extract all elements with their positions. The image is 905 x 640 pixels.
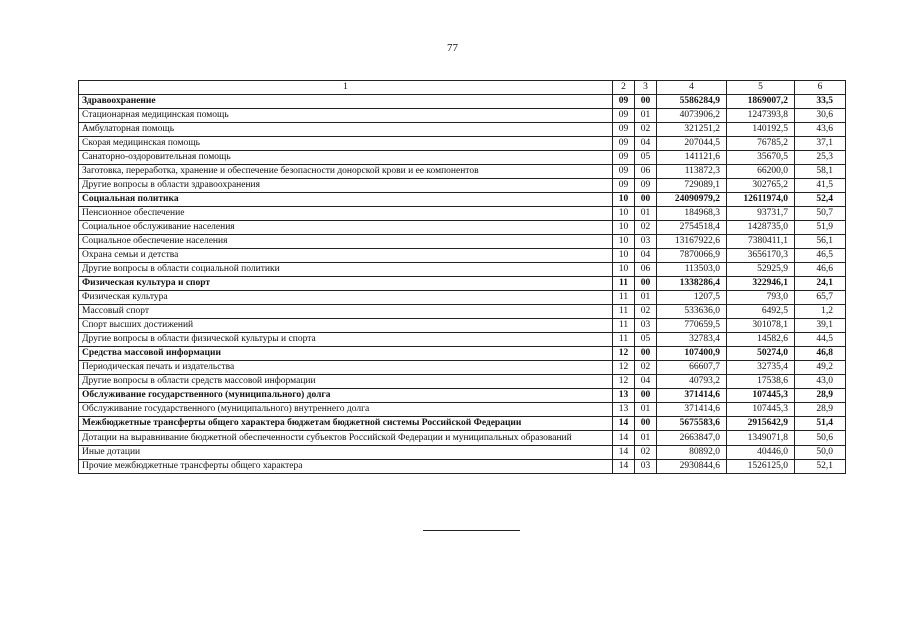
table-row [79, 389, 846, 403]
row-section-code: 09 [613, 179, 635, 193]
row-percent-value: 24,1 [795, 277, 846, 291]
row-section-code: 14 [613, 417, 635, 431]
row-section-code: 09 [613, 151, 635, 165]
row-name: Обслуживание государственного (муниципального) внутреннего долга [79, 403, 613, 417]
table-row [79, 207, 846, 221]
row-planned-value: 371414,6 [657, 389, 727, 403]
row-executed-value: 50274,0 [727, 347, 795, 361]
row-executed-value: 107445,3 [727, 389, 795, 403]
table-row [79, 165, 846, 179]
table-row [79, 333, 846, 347]
row-subsection-code: 06 [635, 263, 657, 277]
table-row [79, 277, 846, 291]
row-executed-value: 52925,9 [727, 263, 795, 277]
row-subsection-code: 06 [635, 165, 657, 179]
row-percent-value: 1,2 [795, 305, 846, 319]
row-name: Межбюджетные трансферты общего характера бюджетам бюджетной системы Российской Федерации [79, 417, 613, 431]
budget-table [78, 80, 846, 474]
row-executed-value: 322946,1 [727, 277, 795, 291]
row-executed-value: 76785,2 [727, 137, 795, 151]
row-section-code: 09 [613, 137, 635, 151]
row-executed-value: 3656170,3 [727, 249, 795, 263]
table-row [79, 431, 846, 446]
row-percent-value: 30,6 [795, 109, 846, 123]
row-percent-value: 28,9 [795, 403, 846, 417]
row-percent-value: 46,6 [795, 263, 846, 277]
row-executed-value: 1869007,2 [727, 95, 795, 109]
row-planned-value: 2930844,6 [657, 460, 727, 474]
row-subsection-code: 02 [635, 221, 657, 235]
table-row [79, 375, 846, 389]
row-subsection-code: 01 [635, 207, 657, 221]
row-executed-value: 2915642,9 [727, 417, 795, 431]
row-section-code: 12 [613, 361, 635, 375]
page-number: 77 [447, 42, 458, 54]
row-planned-value: 1338286,4 [657, 277, 727, 291]
row-section-code: 14 [613, 460, 635, 474]
row-subsection-code: 04 [635, 137, 657, 151]
row-section-code: 13 [613, 403, 635, 417]
row-section-code: 09 [613, 165, 635, 179]
row-executed-value: 1526125,0 [727, 460, 795, 474]
row-executed-value: 1349071,8 [727, 431, 795, 446]
row-name: Стационарная медицинская помощь [79, 109, 613, 123]
row-subsection-code: 00 [635, 277, 657, 291]
row-name: Другие вопросы в области здравоохранения [79, 179, 613, 193]
row-name: Скорая медицинская помощь [79, 137, 613, 151]
row-planned-value: 80892,0 [657, 446, 727, 460]
row-percent-value: 33,5 [795, 95, 846, 109]
row-executed-value: 40446,0 [727, 446, 795, 460]
row-subsection-code: 01 [635, 431, 657, 446]
table-row [79, 235, 846, 249]
row-executed-value: 1247393,8 [727, 109, 795, 123]
row-executed-value: 6492,5 [727, 305, 795, 319]
row-planned-value: 7870066,9 [657, 249, 727, 263]
row-section-code: 11 [613, 319, 635, 333]
row-executed-value: 793,0 [727, 291, 795, 305]
row-planned-value: 371414,6 [657, 403, 727, 417]
table-row [79, 291, 846, 305]
row-percent-value: 52,1 [795, 460, 846, 474]
row-section-code: 10 [613, 207, 635, 221]
row-section-code: 11 [613, 277, 635, 291]
row-subsection-code: 00 [635, 95, 657, 109]
row-percent-value: 46,8 [795, 347, 846, 361]
row-name: Спорт высших достижений [79, 319, 613, 333]
row-planned-value: 113872,3 [657, 165, 727, 179]
row-subsection-code: 01 [635, 291, 657, 305]
table-row [79, 263, 846, 277]
row-planned-value: 533636,0 [657, 305, 727, 319]
row-percent-value: 49,2 [795, 361, 846, 375]
row-planned-value: 32783,4 [657, 333, 727, 347]
table-row [79, 446, 846, 460]
row-section-code: 12 [613, 347, 635, 361]
row-executed-value: 107445,3 [727, 403, 795, 417]
row-section-code: 11 [613, 333, 635, 347]
table-row [79, 95, 846, 109]
header-col-5: 5 [727, 81, 795, 95]
table-row [79, 137, 846, 151]
row-percent-value: 51,4 [795, 417, 846, 431]
row-percent-value: 39,1 [795, 319, 846, 333]
table-row [79, 319, 846, 333]
row-executed-value: 140192,5 [727, 123, 795, 137]
row-subsection-code: 00 [635, 347, 657, 361]
row-name: Социальная политика [79, 193, 613, 207]
row-percent-value: 50,7 [795, 207, 846, 221]
row-name: Здравоохранение [79, 95, 613, 109]
row-percent-value: 41,5 [795, 179, 846, 193]
row-executed-value: 17538,6 [727, 375, 795, 389]
row-subsection-code: 03 [635, 235, 657, 249]
row-planned-value: 2663847,0 [657, 431, 727, 446]
row-name: Физическая культура и спорт [79, 277, 613, 291]
header-col-4: 4 [657, 81, 727, 95]
row-executed-value: 1428735,0 [727, 221, 795, 235]
row-subsection-code: 03 [635, 460, 657, 474]
header-row [79, 81, 846, 95]
table-row [79, 249, 846, 263]
table-row [79, 109, 846, 123]
row-planned-value: 141121,6 [657, 151, 727, 165]
table-row [79, 193, 846, 207]
table-row [79, 123, 846, 137]
row-section-code: 11 [613, 291, 635, 305]
row-name: Санаторно-оздоровительная помощь [79, 151, 613, 165]
row-subsection-code: 03 [635, 319, 657, 333]
row-executed-value: 301078,1 [727, 319, 795, 333]
row-planned-value: 5586284,9 [657, 95, 727, 109]
row-executed-value: 93731,7 [727, 207, 795, 221]
table-row [79, 151, 846, 165]
table-row [79, 347, 846, 361]
row-section-code: 09 [613, 109, 635, 123]
row-section-code: 10 [613, 221, 635, 235]
row-subsection-code: 02 [635, 446, 657, 460]
row-planned-value: 24090979,2 [657, 193, 727, 207]
row-name: Другие вопросы в области социальной политики [79, 263, 613, 277]
row-planned-value: 2754518,4 [657, 221, 727, 235]
row-name: Амбулаторная помощь [79, 123, 613, 137]
header-col-6: 6 [795, 81, 846, 95]
table-row [79, 417, 846, 431]
row-subsection-code: 04 [635, 249, 657, 263]
row-percent-value: 43,6 [795, 123, 846, 137]
header-col-1: 1 [79, 81, 613, 95]
row-percent-value: 43,0 [795, 375, 846, 389]
row-percent-value: 51,9 [795, 221, 846, 235]
row-executed-value: 302765,2 [727, 179, 795, 193]
row-name: Охрана семьи и детства [79, 249, 613, 263]
row-name: Другие вопросы в области физической культуры и спорта [79, 333, 613, 347]
row-section-code: 14 [613, 431, 635, 446]
row-subsection-code: 02 [635, 123, 657, 137]
row-name: Другие вопросы в области средств массовой информации [79, 375, 613, 389]
row-planned-value: 113503,0 [657, 263, 727, 277]
table-row [79, 460, 846, 474]
row-section-code: 10 [613, 193, 635, 207]
row-subsection-code: 01 [635, 403, 657, 417]
row-subsection-code: 05 [635, 151, 657, 165]
row-section-code: 09 [613, 123, 635, 137]
row-subsection-code: 05 [635, 333, 657, 347]
row-name: Обслуживание государственного (муниципального) долга [79, 389, 613, 403]
row-name: Физическая культура [79, 291, 613, 305]
table-row [79, 221, 846, 235]
row-section-code: 14 [613, 446, 635, 460]
row-planned-value: 4073906,2 [657, 109, 727, 123]
row-name: Массовый спорт [79, 305, 613, 319]
row-section-code: 10 [613, 235, 635, 249]
row-name: Пенсионное обеспечение [79, 207, 613, 221]
row-planned-value: 13167922,6 [657, 235, 727, 249]
row-name: Социальное обслуживание населения [79, 221, 613, 235]
row-planned-value: 5675583,6 [657, 417, 727, 431]
row-section-code: 13 [613, 389, 635, 403]
row-name: Дотации на выравнивание бюджетной обеспеченности субъектов Российской Федерации и муниципальных образований [79, 431, 613, 446]
row-planned-value: 729089,1 [657, 179, 727, 193]
row-subsection-code: 04 [635, 375, 657, 389]
header-col-3: 3 [635, 81, 657, 95]
row-subsection-code: 02 [635, 361, 657, 375]
row-executed-value: 32735,4 [727, 361, 795, 375]
row-percent-value: 56,1 [795, 235, 846, 249]
row-section-code: 10 [613, 263, 635, 277]
row-percent-value: 52,4 [795, 193, 846, 207]
row-subsection-code: 00 [635, 417, 657, 431]
row-percent-value: 25,3 [795, 151, 846, 165]
row-percent-value: 65,7 [795, 291, 846, 305]
row-planned-value: 66607,7 [657, 361, 727, 375]
row-executed-value: 66200,0 [727, 165, 795, 179]
row-name: Социальное обеспечение населения [79, 235, 613, 249]
table-row [79, 361, 846, 375]
row-planned-value: 184968,3 [657, 207, 727, 221]
row-subsection-code: 09 [635, 179, 657, 193]
row-executed-value: 12611974,0 [727, 193, 795, 207]
row-subsection-code: 00 [635, 389, 657, 403]
row-percent-value: 58,1 [795, 165, 846, 179]
row-name: Периодическая печать и издательства [79, 361, 613, 375]
row-section-code: 11 [613, 305, 635, 319]
row-subsection-code: 01 [635, 109, 657, 123]
row-percent-value: 50,6 [795, 431, 846, 446]
row-subsection-code: 00 [635, 193, 657, 207]
row-planned-value: 40793,2 [657, 375, 727, 389]
table-row [79, 403, 846, 417]
row-planned-value: 770659,5 [657, 319, 727, 333]
row-executed-value: 7380411,1 [727, 235, 795, 249]
row-percent-value: 37,1 [795, 137, 846, 151]
row-planned-value: 321251,2 [657, 123, 727, 137]
row-executed-value: 35670,5 [727, 151, 795, 165]
row-subsection-code: 02 [635, 305, 657, 319]
footer-rule [423, 530, 520, 531]
row-name: Средства массовой информации [79, 347, 613, 361]
table-body [79, 81, 846, 474]
table-row [79, 305, 846, 319]
row-section-code: 12 [613, 375, 635, 389]
row-section-code: 09 [613, 95, 635, 109]
row-percent-value: 50,0 [795, 446, 846, 460]
header-col-2: 2 [613, 81, 635, 95]
row-name: Иные дотации [79, 446, 613, 460]
row-percent-value: 28,9 [795, 389, 846, 403]
table-row [79, 179, 846, 193]
row-section-code: 10 [613, 249, 635, 263]
row-percent-value: 44,5 [795, 333, 846, 347]
row-planned-value: 207044,5 [657, 137, 727, 151]
row-percent-value: 46,5 [795, 249, 846, 263]
row-name: Заготовка, переработка, хранение и обеспечение безопасности донорской крови и ее компонентов [79, 165, 613, 179]
row-executed-value: 14582,6 [727, 333, 795, 347]
row-name: Прочие межбюджетные трансферты общего характера [79, 460, 613, 474]
row-planned-value: 1207,5 [657, 291, 727, 305]
row-planned-value: 107400,9 [657, 347, 727, 361]
